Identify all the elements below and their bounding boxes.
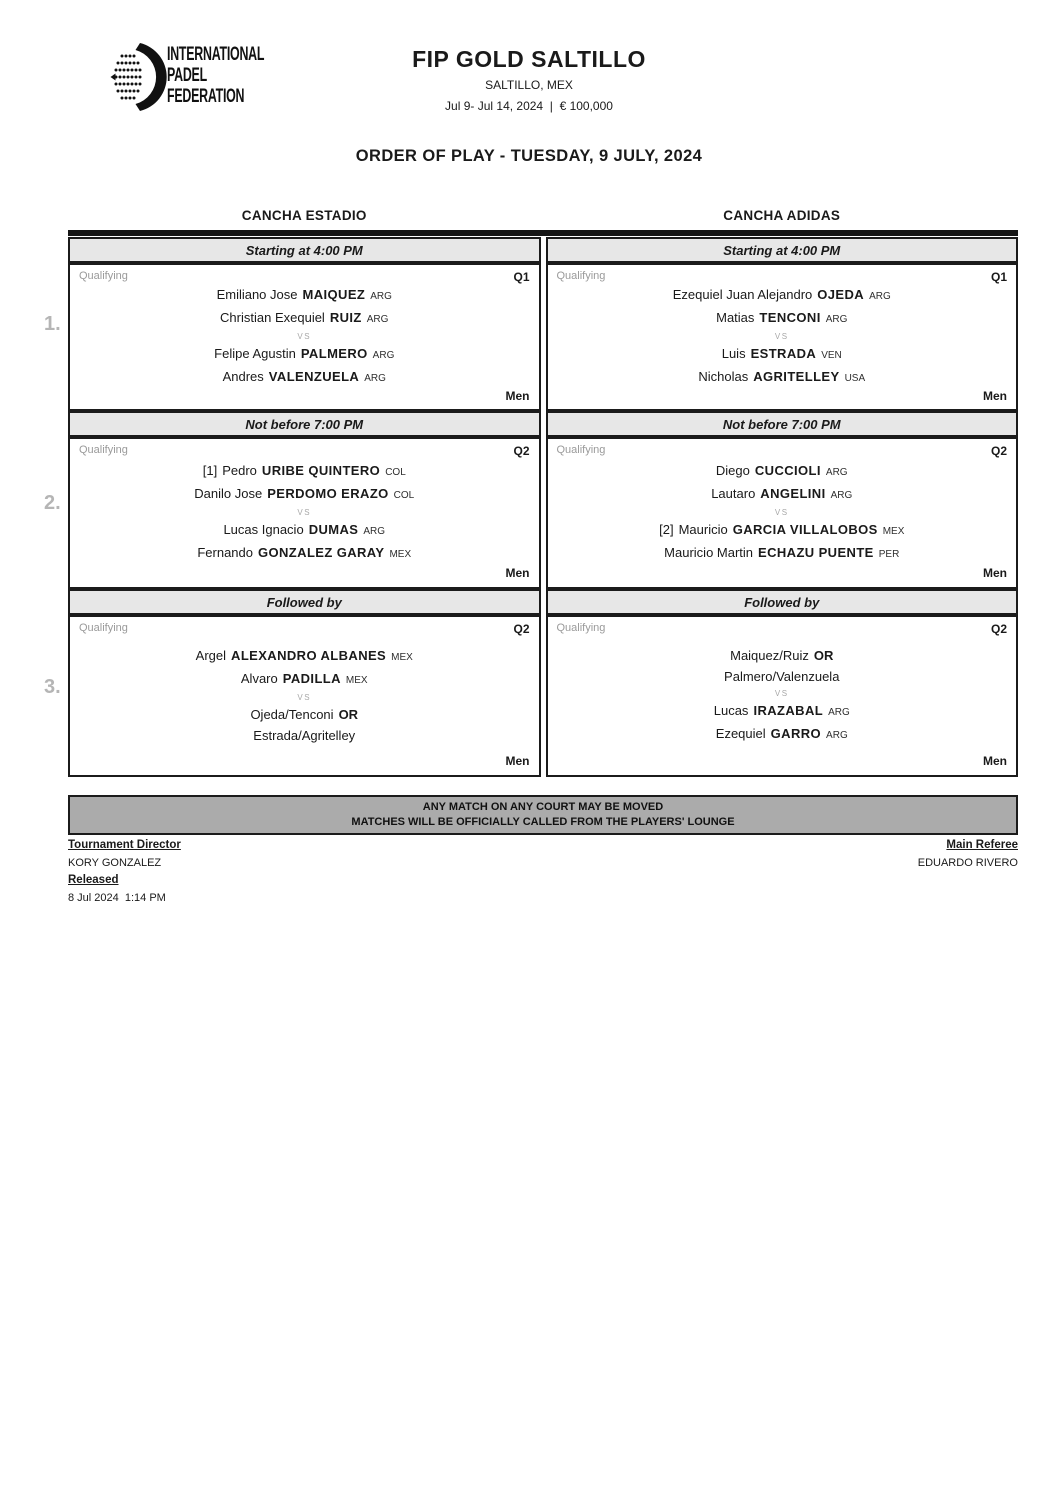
match-cell <box>68 615 541 777</box>
column-cancha-estadio <box>68 237 541 777</box>
released-datetime: 8 Jul 2024 1:14 PM <box>68 892 166 904</box>
category-label: Qualifying <box>79 270 128 282</box>
notice-banner <box>68 795 1018 835</box>
tournament-dates-prize: Jul 9- Jul 14, 2024 | € 100,000 <box>445 99 613 113</box>
player-line: Ezequiel GARRO ARG <box>715 725 848 741</box>
player-line: [1] Pedro URIBE QUINTERO COL <box>202 462 406 478</box>
vs-label: VS <box>297 692 312 702</box>
player-line: Alvaro PADILLA MEX <box>240 670 368 686</box>
match-cell <box>546 263 1019 411</box>
player-line: Mauricio Martin ECHAZU PUENTE PER <box>664 544 900 560</box>
main-referee-name: EDUARDO RIVERO <box>917 857 1018 869</box>
player-line: Luis ESTRADA VEN <box>721 346 842 361</box>
gender-label: Men <box>505 754 530 768</box>
player-line: Emiliano Jose MAIQUEZ ARG <box>216 287 392 302</box>
page-title: ORDER OF PLAY - TUESDAY, 9 JULY, 2024 <box>355 147 703 165</box>
vs-label: VS <box>774 332 789 341</box>
player-line: Felipe Agustin PALMERO ARG <box>214 346 395 361</box>
vs-label: VS <box>774 507 789 517</box>
player-line: Maiquez/Ruiz OR <box>730 647 834 663</box>
player-line: Ezequiel Juan Alejandro OJEDA ARG <box>672 287 891 302</box>
round-label: Q2 <box>513 622 530 636</box>
round-label: Q2 <box>990 444 1007 458</box>
vs-label: VS <box>297 507 312 517</box>
round-label: Q2 <box>990 622 1007 636</box>
player-line: Palmero/Valenzuela <box>724 668 840 684</box>
logo-line-1: INTERNATIONAL <box>167 43 265 65</box>
gender-label: Men <box>505 389 530 403</box>
match-cell <box>68 437 541 589</box>
category-label: Qualifying <box>556 444 606 456</box>
notice-line-2: MATCHES WILL BE OFFICIALLY CALLED FROM THE PLAYERS' LOUNGE <box>351 816 735 828</box>
gender-label: Men <box>983 389 1007 403</box>
column-cancha-adidas <box>546 237 1019 777</box>
match-cell <box>68 263 541 411</box>
player-line: Estrada/Agritelley <box>253 727 356 743</box>
player-line: Diego CUCCIOLI ARG <box>715 462 848 478</box>
category-label: Qualifying <box>556 270 606 282</box>
time-header: Not before 7:00 PM <box>68 411 541 437</box>
tournament-name: FIP GOLD SALTILLO <box>412 46 646 72</box>
order-of-play-grid <box>68 230 1018 777</box>
gender-label: Men <box>983 566 1007 580</box>
logo-line-3: FEDERATION <box>167 85 245 107</box>
tournament-header <box>0 46 1058 113</box>
player-line: Argel ALEXANDRO ALBANES MEX <box>195 647 413 663</box>
row-number-1: 1. <box>44 313 61 335</box>
row-number-2: 2. <box>44 492 61 514</box>
time-header: Followed by <box>68 589 541 615</box>
player-line: Danilo Jose PERDOMO ERAZO COL <box>194 485 415 501</box>
tournament-location: SALTILLO, MEX <box>485 78 573 92</box>
released-label: Released <box>68 874 119 886</box>
tournament-director-name: KORY GONZALEZ <box>68 857 162 869</box>
notice-line-1: ANY MATCH ON ANY COURT MAY BE MOVED <box>422 801 664 813</box>
player-line: Christian Exequiel RUIZ ARG <box>220 310 389 325</box>
category-label: Qualifying <box>556 622 606 634</box>
round-label: Q2 <box>513 444 530 458</box>
player-line: Lautaro ANGELINI ARG <box>711 485 853 501</box>
match-cell <box>546 615 1019 777</box>
row-number-3: 3. <box>44 676 61 698</box>
player-line: Fernando GONZALEZ GARAY MEX <box>197 544 412 560</box>
time-header: Starting at 4:00 PM <box>68 237 541 263</box>
vs-label: VS <box>297 332 312 341</box>
round-label: Q1 <box>990 270 1007 284</box>
gender-label: Men <box>505 566 530 580</box>
logo-line-2: PADEL <box>167 64 207 86</box>
player-line: Matias TENCONI ARG <box>716 310 848 325</box>
time-header: Starting at 4:00 PM <box>546 237 1019 263</box>
category-label: Qualifying <box>79 444 128 456</box>
category-label: Qualifying <box>79 622 128 634</box>
main-referee-label: Main Referee <box>946 839 1018 851</box>
gender-label: Men <box>983 754 1007 768</box>
player-line: Lucas Ignacio DUMAS ARG <box>223 521 386 537</box>
tournament-director-label: Tournament Director <box>68 839 181 851</box>
grid-top-rule <box>68 230 1018 236</box>
time-header: Not before 7:00 PM <box>546 411 1019 437</box>
court-names-row <box>68 208 1018 223</box>
court-name-estadio: CANCHA ESTADIO <box>241 208 367 223</box>
vs-label: VS <box>774 688 789 698</box>
player-line: Lucas IRAZABAL ARG <box>713 702 850 718</box>
player-line: Nicholas AGRITELLEY USA <box>698 369 866 384</box>
court-name-adidas: CANCHA ADIDAS <box>723 208 841 223</box>
time-header: Followed by <box>546 589 1019 615</box>
round-label: Q1 <box>513 270 530 284</box>
player-line: [2] Mauricio GARCIA VILLALOBOS MEX <box>659 521 905 537</box>
player-line: Ojeda/Tenconi OR <box>250 706 359 722</box>
match-cell <box>546 437 1019 589</box>
player-line: Andres VALENZUELA ARG <box>222 369 386 384</box>
